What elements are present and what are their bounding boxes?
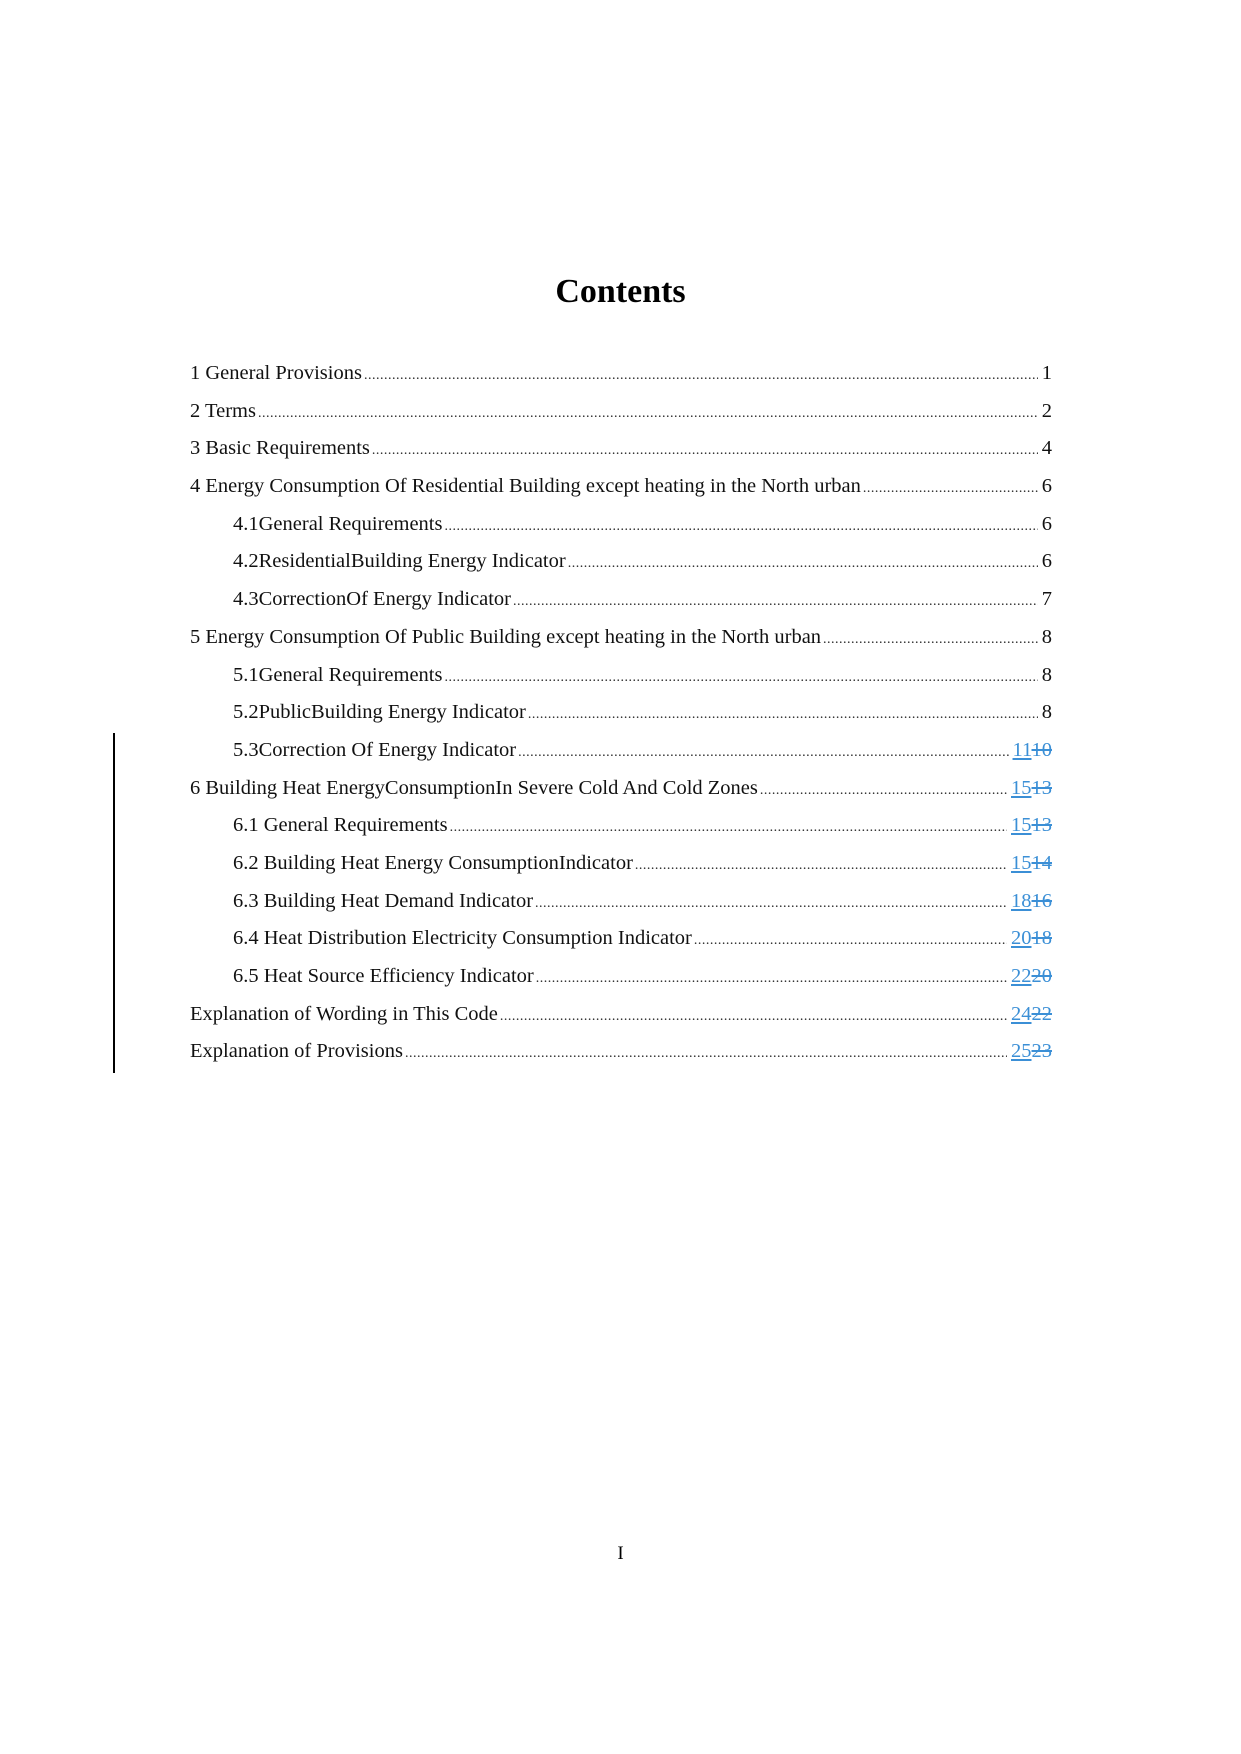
revised-page-number-deleted: 10 [1031, 738, 1052, 761]
revised-page-number-deleted: 23 [1031, 1040, 1052, 1063]
toc-entry-label: 6.1 General Requirements [233, 807, 450, 845]
revised-page-number-deleted: 14 [1031, 851, 1052, 874]
toc-entry[interactable] [190, 393, 1052, 431]
toc-page-number [1007, 845, 1052, 883]
dot-leader [364, 357, 1038, 395]
dot-leader [535, 885, 1007, 923]
toc-entry[interactable] [190, 732, 1052, 770]
toc-page-number: 8 [1041, 625, 1052, 648]
dot-leader [513, 583, 1038, 621]
revised-page-number-inserted: 15 [1011, 776, 1032, 799]
toc-entry[interactable] [190, 807, 1052, 845]
dot-leader [450, 809, 1007, 847]
toc-page-number: 6 [1041, 475, 1052, 498]
toc-page-number [1007, 883, 1052, 921]
toc-page-number: 8 [1041, 663, 1052, 686]
dot-leader [823, 621, 1038, 659]
revision-change-bar [113, 733, 115, 1073]
toc-entry-label: Explanation of Provisions [190, 1033, 405, 1071]
toc-entry[interactable] [190, 996, 1052, 1034]
page-number-footer: I [617, 1543, 624, 1564]
toc-entry-label: 1 General Provisions [190, 355, 364, 393]
dot-leader [760, 772, 1007, 810]
toc-entry[interactable] [190, 694, 1052, 732]
revised-page-number-deleted: 16 [1031, 889, 1052, 912]
toc-page-number: 1 [1041, 362, 1052, 384]
toc-page-number [1007, 920, 1052, 958]
toc-page-number [1007, 958, 1052, 996]
revised-page-number-inserted: 20 [1011, 927, 1032, 950]
toc-page-number [1007, 807, 1052, 845]
dot-leader [518, 734, 1008, 772]
toc-page-number: 6 [1041, 550, 1052, 573]
toc-entry[interactable] [190, 581, 1052, 619]
toc-page-number [1007, 1033, 1052, 1071]
revised-page-number-inserted: 15 [1011, 851, 1032, 874]
toc-page-number: 4 [1041, 437, 1052, 460]
dot-leader [405, 1035, 1007, 1073]
dot-leader [500, 998, 1007, 1036]
toc-entry[interactable] [190, 355, 1052, 393]
toc-page-number [1009, 732, 1052, 770]
toc-entry[interactable] [190, 543, 1052, 581]
dot-leader [568, 545, 1038, 583]
dot-leader [528, 696, 1038, 734]
revised-page-number-deleted: 13 [1031, 814, 1052, 837]
revised-page-number-deleted: 18 [1031, 927, 1052, 950]
toc-entry[interactable] [190, 430, 1052, 468]
toc-page-number: 8 [1041, 701, 1052, 724]
toc-entry-label: 5.1General Requirements [233, 657, 444, 695]
toc-page-number: 2 [1041, 399, 1052, 422]
revised-page-number-deleted: 13 [1031, 776, 1052, 799]
toc-entry[interactable] [190, 619, 1052, 657]
toc-entry-label: 2 Terms [190, 393, 258, 431]
toc-entry-label: Explanation of Wording in This Code [190, 996, 500, 1034]
toc-entry[interactable] [190, 958, 1052, 996]
revised-page-number-inserted: 15 [1011, 814, 1032, 837]
toc-entry-label: 5.2PublicBuilding Energy Indicator [233, 694, 528, 732]
revised-page-number-inserted: 22 [1011, 965, 1032, 987]
toc-entry-label: 4 Energy Consumption Of Residential Building except heating in the North urban [190, 468, 863, 506]
toc-page-number [1007, 996, 1052, 1034]
toc-entry[interactable] [190, 506, 1052, 544]
toc-entry-label: 6.4 Heat Distribution Electricity Consumption Indicator [233, 920, 694, 958]
toc-page-number: 6 [1041, 512, 1052, 535]
dot-leader [372, 432, 1038, 470]
toc-entry-label: 6.3 Building Heat Demand Indicator [233, 883, 535, 921]
toc-entry-label: 6.5 Heat Source Efficiency Indicator [233, 958, 536, 996]
dot-leader [444, 508, 1037, 546]
revised-page-number-deleted: 22 [1031, 1002, 1052, 1025]
toc-entry[interactable] [190, 657, 1052, 695]
toc-entry[interactable] [190, 770, 1052, 808]
toc-entry-label: 6 Building Heat EnergyConsumptionIn Severe Cold And Cold Zones [190, 770, 760, 808]
toc-entry[interactable] [190, 1033, 1052, 1071]
toc-entry-label: 6.2 Building Heat Energy ConsumptionIndicator [233, 845, 635, 883]
dot-leader [536, 960, 1007, 998]
toc-page-number [1007, 770, 1052, 808]
toc-entry-label: 4.2ResidentialBuilding Energy Indicator [233, 543, 568, 581]
revised-page-number-inserted: 25 [1011, 1040, 1032, 1063]
toc-entry-label: 5.3Correction Of Energy Indicator [233, 732, 518, 770]
dot-leader [635, 847, 1007, 885]
dot-leader [444, 659, 1037, 697]
table-of-contents [190, 355, 1052, 1071]
revised-page-number-inserted: 11 [1012, 738, 1032, 761]
page-title: Contents [555, 273, 686, 310]
revised-page-number-inserted: 18 [1011, 889, 1032, 912]
toc-entry[interactable] [190, 920, 1052, 958]
revised-page-number-inserted: 24 [1011, 1002, 1032, 1025]
toc-entry-label: 5 Energy Consumption Of Public Building except heating in the North urban [190, 619, 823, 657]
toc-entry-label: 3 Basic Requirements [190, 430, 372, 468]
revised-page-number-deleted: 20 [1031, 965, 1052, 987]
toc-entry-label: 4.3CorrectionOf Energy Indicator [233, 581, 513, 619]
toc-entry[interactable] [190, 883, 1052, 921]
dot-leader [258, 395, 1038, 433]
toc-entry[interactable] [190, 468, 1052, 506]
dot-leader [694, 922, 1007, 960]
toc-entry[interactable] [190, 845, 1052, 883]
toc-entry-label: 4.1General Requirements [233, 506, 444, 544]
toc-page-number: 7 [1041, 588, 1052, 611]
dot-leader [863, 470, 1038, 508]
